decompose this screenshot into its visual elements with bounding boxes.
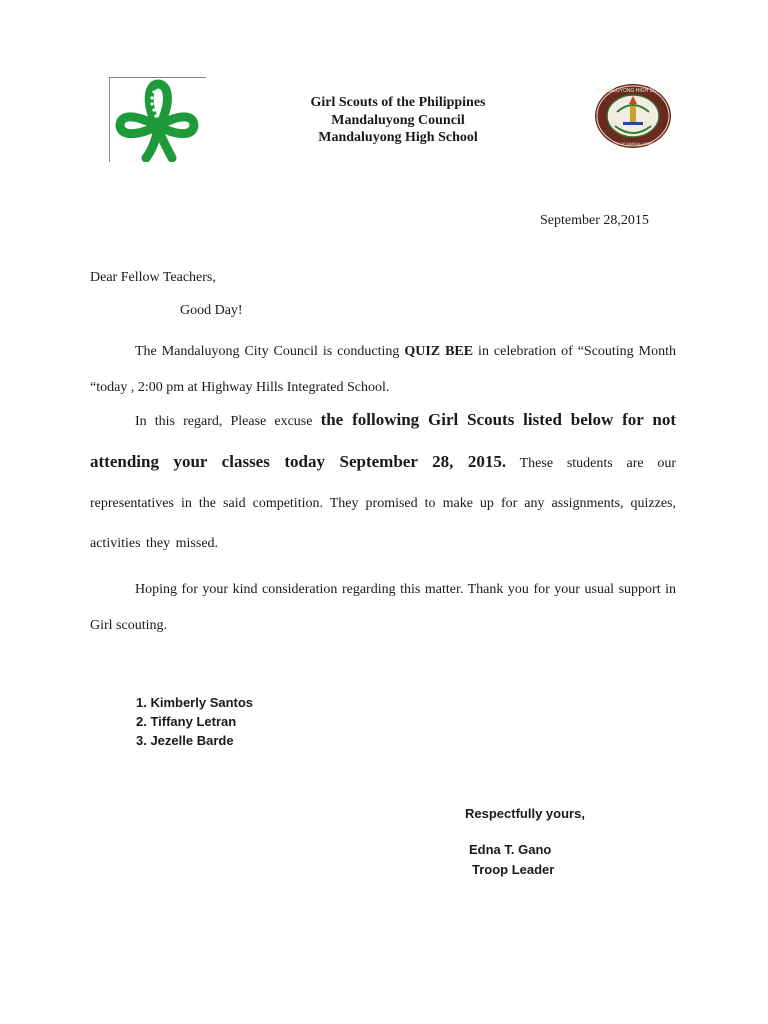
p2-bold-date: September 28, 2015. [339, 452, 507, 471]
paragraph-quiz-bee [90, 334, 676, 406]
salutation: Dear Fellow Teachers, [90, 270, 216, 285]
trefoil-icon [110, 78, 206, 162]
seal-ring-text: MANDALUYONG HIGH SCHOOL [595, 88, 671, 94]
p2-text-a: In this regard, Please excuse [135, 414, 321, 429]
signer-title: Troop Leader [472, 862, 555, 877]
letterhead [250, 94, 546, 147]
quiz-bee-emphasis: QUIZ BEE [404, 344, 474, 359]
letter-date: September 28,2015 [540, 213, 649, 228]
closing-line: Respectfully yours, [465, 806, 585, 821]
signer-name: Edna T. Gano [469, 842, 552, 857]
student-list [136, 693, 253, 750]
school-name: Mandaluyong High School [318, 130, 478, 145]
school-seal-logo [593, 82, 673, 150]
list-item: 1. Kimberly Santos [136, 695, 254, 710]
council-name: Mandaluyong Council [331, 112, 465, 128]
list-item: 2. Tiffany Letran [136, 714, 237, 729]
p2-bold-request: the following Girl Scouts listed below for not attending your classes today [90, 410, 676, 471]
p1-text-b: in celebration of “Scouting Month “today , 2:00 pm at Highway Hills Integrated School. [90, 344, 676, 395]
girl-scouts-logo [109, 77, 206, 162]
seal-bottom-text: CITY OF MANDALUYONG [611, 142, 655, 146]
paragraph-excuse-request [90, 400, 676, 564]
p1-text-a: The Mandaluyong City Council is conducting [135, 344, 405, 359]
greeting: Good Day! [180, 303, 243, 318]
org-name: Girl Scouts of the Philippines [310, 95, 486, 110]
list-item: 3. Jezelle Barde [136, 733, 234, 748]
school-seal-icon [593, 82, 673, 150]
paragraph-closing: Hoping for your kind consideration regarding this matter. Thank you for your usual support in Girl scouting. [90, 582, 676, 633]
p2-text-b: These students are our representatives in the said competition. They promised to make up for any assignments, quizzes, activities they missed. [90, 456, 676, 551]
